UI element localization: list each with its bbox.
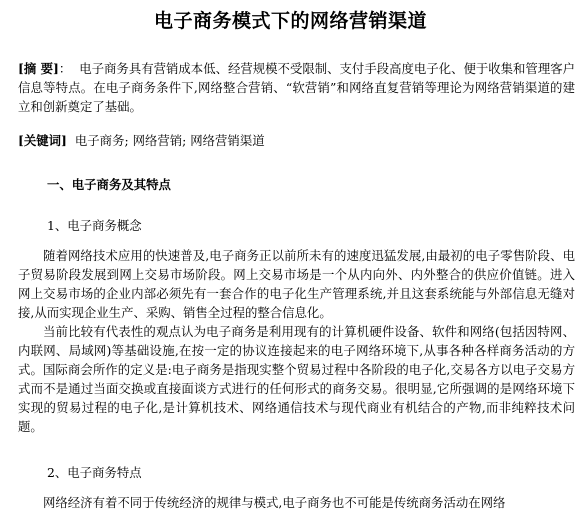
concept-paragraph-2: 当前比较有代表性的观点认为电子商务是利用现有的计算机硬件设备、软件和网络(包括因特网、内联网、局域网)等基础设施,在按一定的协议连接起来的电子网络环境下,从事各种各样商务活动的方式。国际商会所作的定义是:电子商务是指现实整个贸易过程中各阶段的电子化,交易各方以电子交易方式而不是通过当面交换或直接面谈方式进行的任何形式的商务交易。很明显,它所强调的是网络环境下实现的贸易过程的电子化,是计算机技术、网络通信技术与现代商业有机结合的产物,而非纯粹技术问题。 (18, 324, 575, 434)
concept-paragraph-1: 随着网络技术应用的快速普及,电子商务正以前所未有的速度迅猛发展,由最初的电子零售阶段、电子贸易阶段发展到网上交易市场阶段。网上交易市场是一个从内向外、内外整合的供应价值链。进入网上交易市场的企业内部必须先有一套合作的电子化生产管理系统,并且这套系统能与外部信息无缝对接,从而实现企业生产、采购、销售全过程的整合信息化。 (18, 248, 575, 320)
features-paragraph-1: 网络经济有着不同于传统经济的规律与模式,电子商务也不可能是传统商务活动在网络 (43, 495, 506, 510)
features-body (18, 493, 575, 512)
abstract-tag: [摘 要] (18, 61, 59, 76)
abstract-text: 电子商务具有营销成本低、经营规模不受限制、支付手段高度电子化、便于收集和管理客户信息等特点。在电子商务条件下,网络整合营销、“软营销”和网络直复营销等理论为网络营销渠道的建立和创新奠定了基础。 (18, 61, 576, 114)
keywords-text: 电子商务; 网络营销; 网络营销渠道 (74, 133, 265, 148)
concept-body (18, 246, 575, 436)
keywords-section (18, 131, 575, 150)
abstract-section (18, 59, 575, 116)
subsection-heading-concept: 1、电子商务概念 (47, 218, 142, 233)
keywords-tag: [关键词] (18, 133, 67, 148)
document-title: 电子商务模式下的网络营销渠道 (153, 10, 427, 32)
subsection-heading-features: 2、电子商务特点 (47, 465, 142, 480)
section-heading: 一、电子商务及其特点 (47, 177, 171, 192)
abstract-colon: ： (58, 61, 72, 76)
